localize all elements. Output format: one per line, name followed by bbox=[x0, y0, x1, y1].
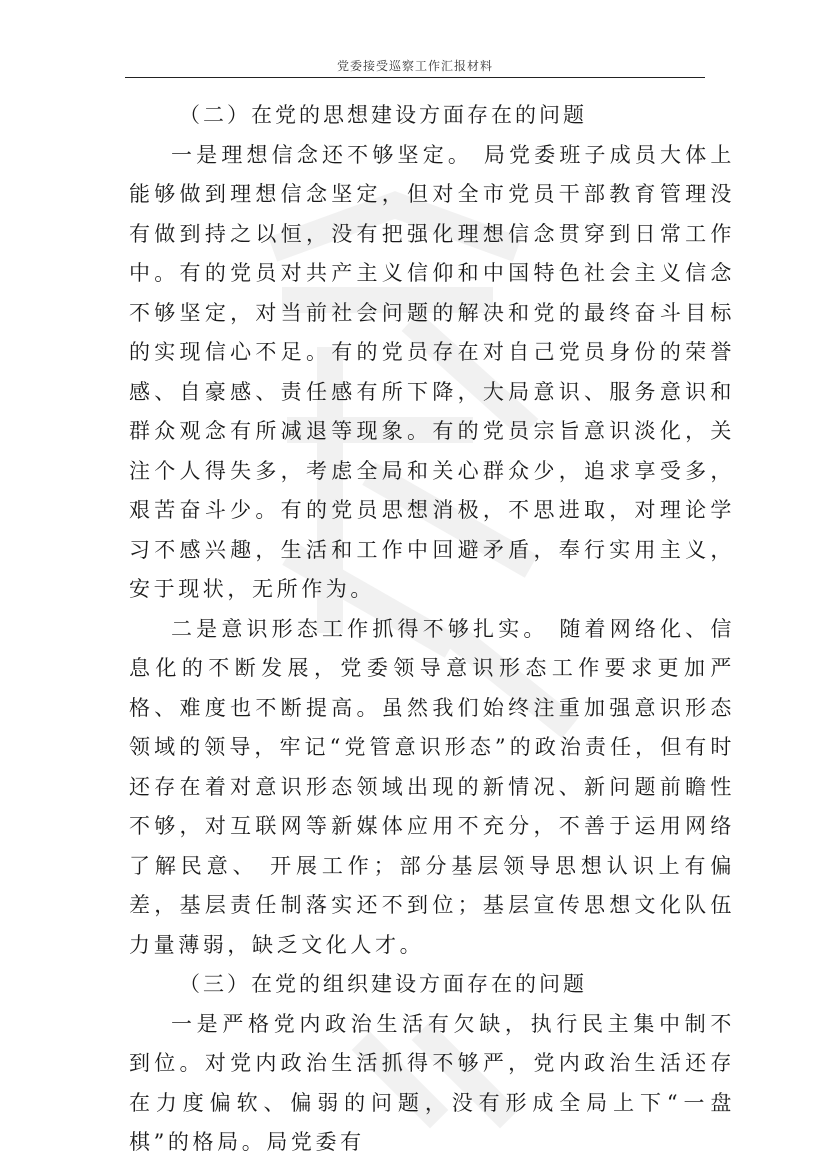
running-header: 党委接受巡察工作汇报材料 bbox=[336, 59, 493, 73]
section-heading-ideological: （二）在党的思想建设方面存在的问题 bbox=[179, 103, 587, 127]
document-body bbox=[129, 96, 735, 1163]
paragraph-ideology-work: 二是意识形态工作抓得不够扎实。 随着网络化、信息化的不断发展，党委领导意识形态工作要求更加严格、难度也不断提高。虽然我们始终注重加强意识形态领域的领导，牢记“党管意识形态”的政治责任，但有时还存在着对意识形态领域出现的新情况、新问题前瞻性不够，对互联网等新媒体应用不充分，不善于运用网络了解民意、 开展工作；部分基层领导思想认识上有偏差，基层责任制落实还不到位；基层宣传思想文化队伍力量薄弱，缺乏文化人才。 bbox=[129, 616, 735, 957]
paragraph-political-life: 一是严格党内政治生活有欠缺，执行民主集中制不到位。对党内政治生活抓得不够严，党内政治生活还存在力度偏软、偏弱的问题，没有形成全局上下“一盘棋”的格局。局党委有 bbox=[129, 1011, 735, 1154]
section-heading-organizational: （三）在党的组织建设方面存在的问题 bbox=[179, 972, 587, 996]
header-divider bbox=[125, 77, 705, 78]
paragraph-ideals-belief: 一是理想信念还不够坚定。 局党委班子成员大体上能够做到理想信念坚定，但对全市党员干部教育管理没有做到持之以恒，没有把强化理想信念贯穿到日常工作中。有的党员对共产主义信仰和中国特色社会主义信念不够坚定，对当前社会问题的解决和党的最终奋斗目标的实现信心不足。有的党员存在对自己党员身份的荣誉感、自豪感、责任感有所下降，大局意识、服务意识和群众观念有所减退等现象。有的党员宗旨意识淡化，关注个人得失多，考虑全局和关心群众少，追求享受多， 艰苦奋斗少。有的党员思想消极，不思进取，对理论学习不感兴趣，生活和工作中回避矛盾，奉行实用主义， 安于现状，无所作为。 bbox=[129, 142, 735, 601]
